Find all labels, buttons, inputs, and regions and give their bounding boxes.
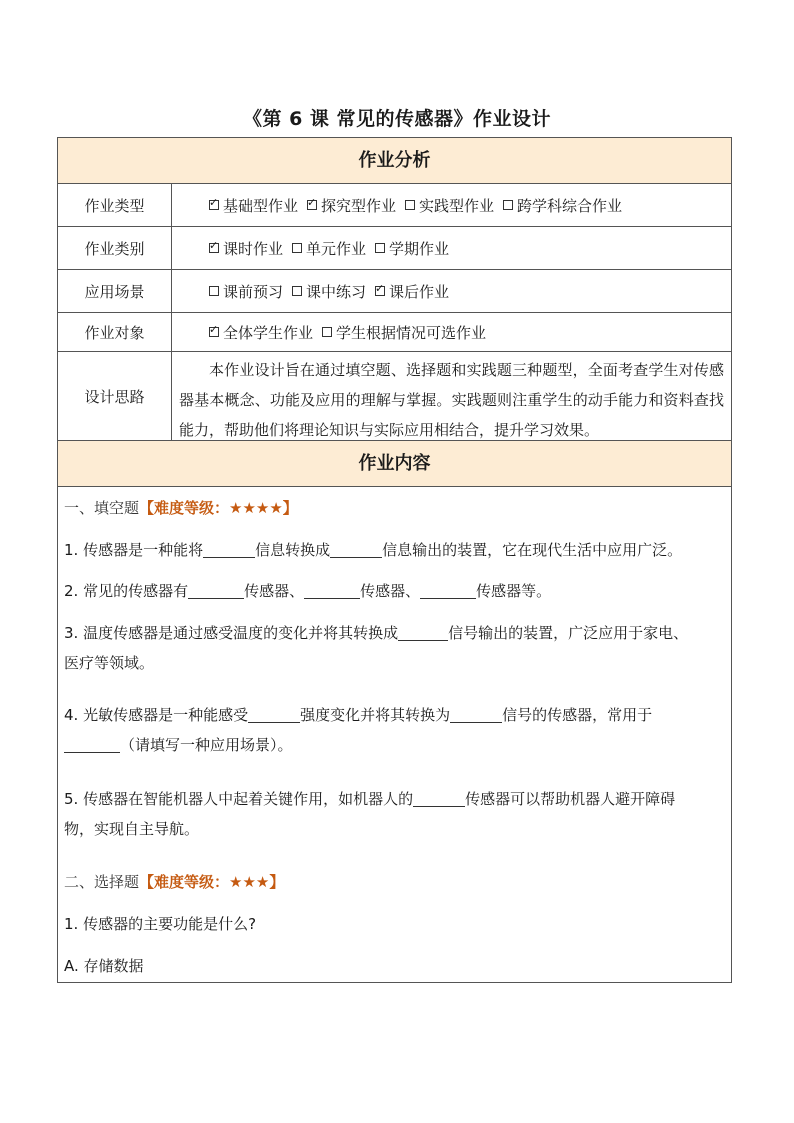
option-label: 学生根据情况可选作业 bbox=[336, 323, 487, 342]
option-label: 探究型作业 bbox=[321, 196, 397, 215]
row-scenario bbox=[58, 270, 731, 313]
row-homework-type bbox=[58, 184, 731, 227]
answer-blank[interactable] bbox=[248, 706, 300, 723]
checkbox-icon[interactable] bbox=[209, 286, 219, 296]
analysis-header: 作业分析 bbox=[58, 138, 731, 184]
checkbox-icon[interactable] bbox=[322, 327, 332, 337]
answer-blank[interactable] bbox=[188, 582, 244, 599]
row-label: 设计思路 bbox=[58, 352, 172, 440]
section-heading bbox=[64, 493, 726, 523]
checkbox-icon[interactable] bbox=[209, 243, 219, 253]
answer-blank[interactable] bbox=[304, 582, 360, 599]
question-text: 3. 温度传感器是通过感受温度的变化并将其转换成 bbox=[64, 624, 399, 642]
row-label: 作业类型 bbox=[58, 184, 172, 226]
choice-question-1: 1. 传感器的主要功能是什么? bbox=[64, 915, 257, 933]
option-in-class[interactable] bbox=[292, 281, 366, 302]
answer-blank[interactable] bbox=[398, 624, 448, 641]
question-text: 信号输出的装置，广泛应用于家电、 bbox=[448, 624, 689, 642]
design-idea-text: 本作业设计旨在通过填空题、选择题和实践题三种题型，全面考查学生对传感器基本概念、功能及应用的理解与掌握。实践题则注重学生的动手能力和资料查找能力，帮助他们将理论知识与实际应用相结合，提升学习效果。 bbox=[179, 361, 724, 439]
question-text: 传感器、 bbox=[244, 582, 305, 600]
option-practice[interactable] bbox=[405, 195, 494, 216]
option-lesson[interactable] bbox=[209, 238, 283, 259]
option-label: 学期作业 bbox=[389, 239, 450, 258]
option-label: 课中练习 bbox=[306, 282, 367, 301]
question-text: 传感器等。 bbox=[476, 582, 552, 600]
checkbox-icon[interactable] bbox=[292, 286, 302, 296]
row-label: 应用场景 bbox=[58, 270, 172, 312]
checkbox-icon[interactable] bbox=[292, 243, 302, 253]
question-2 bbox=[64, 576, 726, 606]
option-optional[interactable] bbox=[322, 322, 486, 343]
question-text: 信号的传感器，常用于 bbox=[502, 706, 653, 724]
option-after-class[interactable] bbox=[375, 281, 449, 302]
question-text: 物，实现自主导航。 bbox=[64, 820, 200, 838]
section-title: 二、选择题 bbox=[64, 873, 140, 891]
answer-blank[interactable] bbox=[420, 582, 476, 599]
option-label: 跨学科综合作业 bbox=[517, 196, 623, 215]
question-text: 强度变化并将其转换为 bbox=[300, 706, 451, 724]
question-text: 医疗等领域。 bbox=[64, 654, 155, 672]
row-target bbox=[58, 313, 731, 352]
checkbox-icon[interactable] bbox=[375, 243, 385, 253]
question-text: 4. 光敏传感器是一种能感受 bbox=[64, 706, 249, 724]
question-3 bbox=[64, 618, 726, 678]
question-text: 信息输出的装置，它在现代生活中应用广泛。 bbox=[382, 541, 683, 559]
option-unit[interactable] bbox=[292, 238, 366, 259]
option-label: 全体学生作业 bbox=[223, 323, 314, 342]
section-heading bbox=[64, 867, 726, 897]
checkbox-icon[interactable] bbox=[307, 200, 317, 210]
checkbox-icon[interactable] bbox=[375, 286, 385, 296]
option-label: 基础型作业 bbox=[223, 196, 299, 215]
homework-table bbox=[57, 137, 732, 983]
option-label: 课时作业 bbox=[223, 239, 284, 258]
answer-blank[interactable] bbox=[330, 541, 382, 558]
option-semester[interactable] bbox=[375, 238, 449, 259]
question-text: 传感器、 bbox=[360, 582, 421, 600]
difficulty-label: 【难度等级：★★★★】 bbox=[139, 499, 298, 517]
option-label: 实践型作业 bbox=[419, 196, 495, 215]
row-design-idea bbox=[58, 352, 731, 441]
option-label: 课后作业 bbox=[389, 282, 450, 301]
row-options bbox=[209, 184, 631, 226]
question-text: 2. 常见的传感器有 bbox=[64, 582, 189, 600]
row-label: 作业类别 bbox=[58, 227, 172, 269]
question-5 bbox=[64, 784, 726, 844]
checkbox-icon[interactable] bbox=[209, 327, 219, 337]
content-header: 作业内容 bbox=[58, 441, 731, 487]
option-label: 课前预习 bbox=[223, 282, 284, 301]
section-title: 一、填空题 bbox=[64, 499, 140, 517]
answer-blank[interactable] bbox=[203, 541, 255, 558]
answer-blank[interactable] bbox=[413, 790, 465, 807]
question-text: 1. 传感器是一种能将 bbox=[64, 541, 204, 559]
question-text: 5. 传感器在智能机器人中起着关键作用，如机器人的 bbox=[64, 790, 414, 808]
option-basic[interactable] bbox=[209, 195, 298, 216]
row-label: 作业对象 bbox=[58, 313, 172, 351]
question-4 bbox=[64, 700, 726, 760]
option-all-students[interactable] bbox=[209, 322, 313, 343]
option-label: 单元作业 bbox=[306, 239, 367, 258]
document-title: 《第 6 课 常见的传感器》作业设计 bbox=[242, 108, 552, 130]
question-text: 传感器可以帮助机器人避开障碍 bbox=[465, 790, 676, 808]
answer-blank[interactable] bbox=[64, 736, 120, 753]
checkbox-icon[interactable] bbox=[503, 200, 513, 210]
difficulty-label: 【难度等级：★★★】 bbox=[139, 873, 285, 891]
question-1 bbox=[64, 535, 726, 565]
row-options bbox=[209, 313, 495, 351]
checkbox-icon[interactable] bbox=[209, 200, 219, 210]
option-preview[interactable] bbox=[209, 281, 283, 302]
row-options bbox=[209, 270, 458, 312]
row-homework-category bbox=[58, 227, 731, 270]
choice-option-a[interactable]: A. 存储数据 bbox=[64, 957, 144, 975]
answer-blank[interactable] bbox=[450, 706, 502, 723]
checkbox-icon[interactable] bbox=[405, 200, 415, 210]
question-text: 信息转换成 bbox=[255, 541, 331, 559]
option-interdisciplinary[interactable] bbox=[503, 195, 622, 216]
option-inquiry[interactable] bbox=[307, 195, 396, 216]
row-options bbox=[209, 227, 458, 269]
question-text: （请填写一种应用场景）。 bbox=[120, 736, 293, 754]
